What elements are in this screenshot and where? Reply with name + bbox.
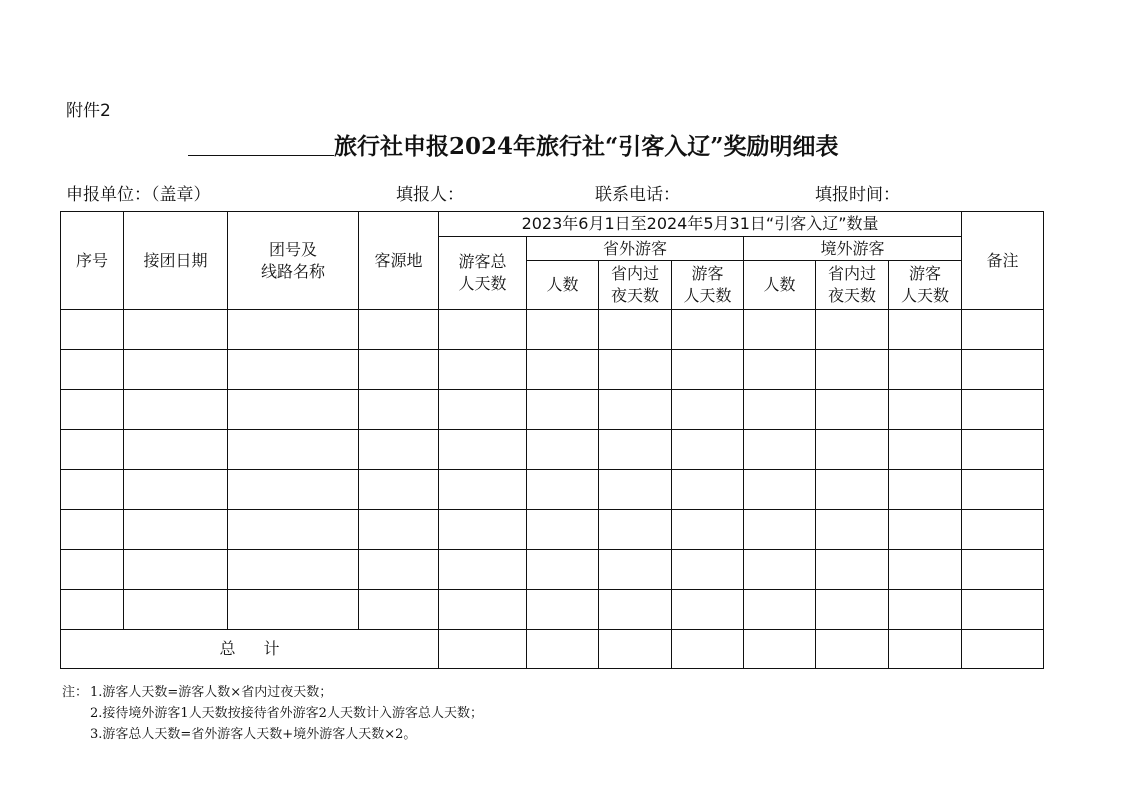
- table-cell[interactable]: [439, 590, 527, 630]
- table-cell[interactable]: [359, 590, 439, 630]
- table-cell[interactable]: [599, 550, 672, 590]
- table-cell[interactable]: [61, 550, 124, 590]
- reward-detail-table: [60, 211, 1044, 669]
- table-cell[interactable]: [359, 350, 439, 390]
- table-cell[interactable]: [816, 430, 889, 470]
- table-cell[interactable]: [889, 310, 962, 350]
- time-field-label: 填报时间：: [815, 185, 900, 205]
- table-cell[interactable]: [962, 390, 1044, 430]
- table-cell[interactable]: [962, 590, 1044, 630]
- table-row: [61, 310, 1044, 350]
- total-cell[interactable]: [672, 630, 744, 669]
- header-overseas: 境外游客: [744, 237, 962, 261]
- note-item: 1.游客人天数=游客人数×省内过夜天数；: [90, 685, 333, 700]
- table-cell[interactable]: [672, 550, 744, 590]
- total-cell[interactable]: [439, 630, 527, 669]
- unit-field-label: 申报单位：（盖章）: [66, 185, 211, 205]
- table-cell[interactable]: [672, 470, 744, 510]
- header-period: 2023年6月1日至2024年5月31日“引客入辽”数量: [439, 212, 962, 237]
- table-cell[interactable]: [527, 550, 599, 590]
- attachment-label: 附件2: [66, 101, 111, 121]
- table-row: [61, 390, 1044, 430]
- table-cell[interactable]: [889, 430, 962, 470]
- table-cell[interactable]: [744, 550, 816, 590]
- table-cell[interactable]: [228, 350, 359, 390]
- table-cell[interactable]: [962, 470, 1044, 510]
- table-cell[interactable]: [124, 390, 228, 430]
- table-cell[interactable]: [599, 390, 672, 430]
- header-out-province-people: 人数: [527, 261, 599, 310]
- table-cell[interactable]: [889, 390, 962, 430]
- table-cell[interactable]: [816, 550, 889, 590]
- table-cell[interactable]: [889, 550, 962, 590]
- table-cell[interactable]: [672, 390, 744, 430]
- table-cell[interactable]: [359, 470, 439, 510]
- total-label: 总计: [61, 630, 439, 669]
- notes: [62, 682, 483, 745]
- phone-field-label: 联系电话：: [595, 185, 680, 205]
- table-cell[interactable]: [816, 310, 889, 350]
- table-cell[interactable]: [672, 590, 744, 630]
- header-out-province-visitor-days: 游客 人天数: [672, 261, 744, 310]
- header-overseas-overnight: 省内过 夜天数: [816, 261, 889, 310]
- table-cell[interactable]: [962, 310, 1044, 350]
- table-cell[interactable]: [439, 310, 527, 350]
- header-seq: 序号: [61, 212, 124, 310]
- table-cell[interactable]: [599, 350, 672, 390]
- table-cell[interactable]: [816, 350, 889, 390]
- header-group-route: 团号及 线路名称: [228, 212, 359, 310]
- table-cell[interactable]: [359, 310, 439, 350]
- filler-field-label: 填报人：: [396, 185, 464, 205]
- table-row: [61, 590, 1044, 630]
- table-cell[interactable]: [889, 350, 962, 390]
- table-cell[interactable]: [816, 590, 889, 630]
- table-cell[interactable]: [124, 510, 228, 550]
- total-cell[interactable]: [962, 630, 1044, 669]
- header-overseas-people: 人数: [744, 261, 816, 310]
- table-cell[interactable]: [61, 430, 124, 470]
- table-cell[interactable]: [124, 310, 228, 350]
- table-cell[interactable]: [124, 430, 228, 470]
- table-cell[interactable]: [962, 350, 1044, 390]
- table-row: [61, 470, 1044, 510]
- total-cell[interactable]: [599, 630, 672, 669]
- table-cell[interactable]: [527, 430, 599, 470]
- table-cell[interactable]: [599, 590, 672, 630]
- table-cell[interactable]: [228, 550, 359, 590]
- table-cell[interactable]: [599, 470, 672, 510]
- table-cell[interactable]: [744, 350, 816, 390]
- header-source: 客源地: [359, 212, 439, 310]
- table-cell[interactable]: [124, 550, 228, 590]
- table-cell[interactable]: [61, 510, 124, 550]
- table-cell[interactable]: [744, 430, 816, 470]
- table-cell[interactable]: [439, 350, 527, 390]
- table-cell[interactable]: [527, 470, 599, 510]
- table-cell[interactable]: [816, 470, 889, 510]
- table-cell[interactable]: [439, 550, 527, 590]
- table-cell[interactable]: [672, 510, 744, 550]
- table-cell[interactable]: [359, 550, 439, 590]
- header-out-province: 省外游客: [527, 237, 744, 261]
- table-cell[interactable]: [889, 470, 962, 510]
- table-cell[interactable]: [889, 590, 962, 630]
- table-cell[interactable]: [439, 510, 527, 550]
- table-cell[interactable]: [744, 390, 816, 430]
- table-cell[interactable]: [359, 510, 439, 550]
- table-cell[interactable]: [962, 550, 1044, 590]
- table-cell[interactable]: [439, 430, 527, 470]
- table-row: [61, 510, 1044, 550]
- table-cell[interactable]: [962, 510, 1044, 550]
- table-cell[interactable]: [228, 590, 359, 630]
- table-cell[interactable]: [61, 350, 124, 390]
- table-cell[interactable]: [599, 430, 672, 470]
- table-cell[interactable]: [889, 510, 962, 550]
- header-total-days: 游客总 人天数: [439, 237, 527, 310]
- header-overseas-visitor-days: 游客 人天数: [889, 261, 962, 310]
- table-cell[interactable]: [359, 430, 439, 470]
- table-cell[interactable]: [61, 470, 124, 510]
- table-cell[interactable]: [228, 510, 359, 550]
- table-cell[interactable]: [816, 510, 889, 550]
- note-item: 3.游客总人天数=省外游客人天数+境外游客人天数×2。: [90, 727, 417, 742]
- table-row: [61, 350, 1044, 390]
- header-date: 接团日期: [124, 212, 228, 310]
- table-cell[interactable]: [816, 390, 889, 430]
- table-cell[interactable]: [527, 510, 599, 550]
- table-cell[interactable]: [359, 390, 439, 430]
- table-cell[interactable]: [672, 310, 744, 350]
- table-body: [61, 310, 1044, 630]
- table-cell[interactable]: [527, 310, 599, 350]
- page-title: 旅行社申报2024年旅行社“引客入辽”奖励明细表: [334, 133, 839, 160]
- table-cell[interactable]: [61, 590, 124, 630]
- table-cell[interactable]: [527, 590, 599, 630]
- total-cell[interactable]: [816, 630, 889, 669]
- table-cell[interactable]: [599, 310, 672, 350]
- table-cell[interactable]: [228, 310, 359, 350]
- table-cell[interactable]: [744, 310, 816, 350]
- title-blank-line: [188, 155, 334, 156]
- table-cell[interactable]: [744, 470, 816, 510]
- table-cell[interactable]: [672, 350, 744, 390]
- table-cell[interactable]: [124, 350, 228, 390]
- table-cell[interactable]: [672, 430, 744, 470]
- total-cell[interactable]: [527, 630, 599, 669]
- table-cell[interactable]: [228, 470, 359, 510]
- table-cell[interactable]: [439, 470, 527, 510]
- table-row: [61, 430, 1044, 470]
- table-cell[interactable]: [228, 430, 359, 470]
- table-cell[interactable]: [124, 590, 228, 630]
- header-remarks: 备注: [962, 212, 1044, 310]
- table-row: [61, 550, 1044, 590]
- table-cell[interactable]: [61, 390, 124, 430]
- table-cell[interactable]: [962, 430, 1044, 470]
- table-cell[interactable]: [61, 310, 124, 350]
- table-cell[interactable]: [124, 470, 228, 510]
- table-cell[interactable]: [439, 390, 527, 430]
- table-cell[interactable]: [228, 390, 359, 430]
- title-row: [188, 128, 838, 162]
- table-cell[interactable]: [744, 510, 816, 550]
- table-cell[interactable]: [599, 510, 672, 550]
- note-item: 2.接待境外游客1人天数按接待省外游客2人天数计入游客总人天数；: [90, 706, 483, 721]
- notes-prefix: 注：: [62, 685, 89, 700]
- table-cell[interactable]: [527, 350, 599, 390]
- total-cell[interactable]: [889, 630, 962, 669]
- table-cell[interactable]: [527, 390, 599, 430]
- table-cell[interactable]: [744, 590, 816, 630]
- total-cell[interactable]: [744, 630, 816, 669]
- header-out-province-overnight: 省内过 夜天数: [599, 261, 672, 310]
